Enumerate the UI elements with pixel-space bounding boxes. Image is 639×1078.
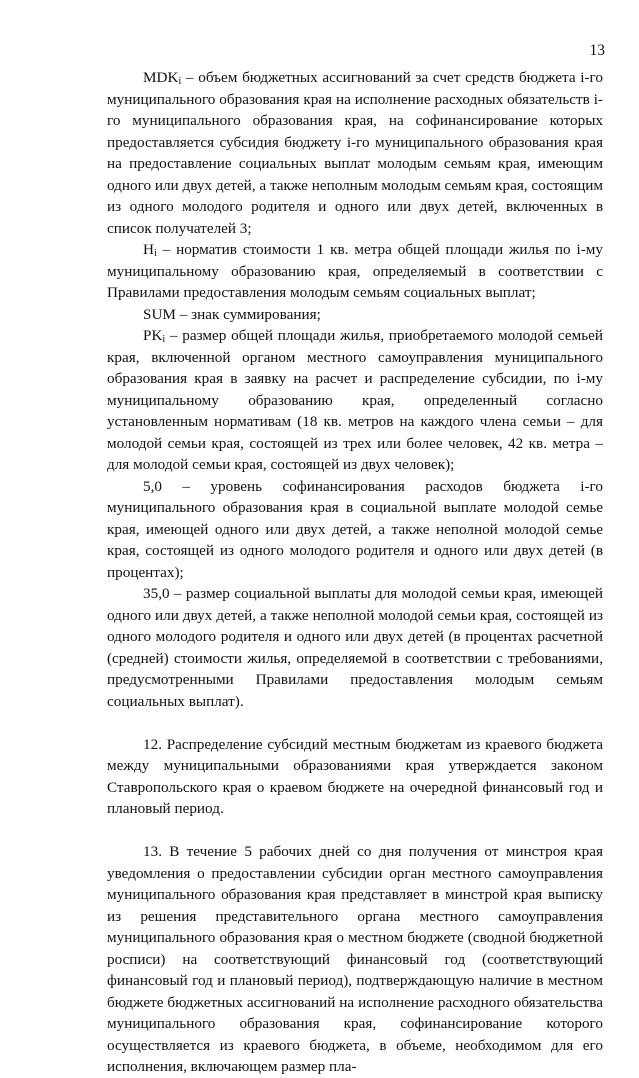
definition-sum xyxy=(107,304,603,326)
definition-text: – норматив стоимости 1 кв. метра общей площади жилья по i-му муниципальному образованию края, определяемый в соответствии с Правилами предоставления молодым семьям социальных выплат; xyxy=(107,241,603,301)
definition-text: – размер общей площади жилья, приобретаемого молодой семьей края, включенной органом местного самоуправления муниципального образования края в заявку на расчет и распределение субсидии, по i-му муниципальному образованию края, определенный согласно установленным нормативам (18 кв. метров на каждого члена семьи – для молодой семьи края, состоящей из трех или более человек, 42 кв. метра – для молодой семьи края, состоящей из двух человек); xyxy=(107,327,603,473)
definition-symbol: Н xyxy=(143,241,154,258)
page-number: 13 xyxy=(589,42,605,59)
definition-text: – размер социальной выплаты для молодой семьи края, имеющей одного или двух детей, а также неполной молодой семьи края, состоящей из одного молодого родителя и одного или двух детей (в процентах расчетной (средней) стоимости жилья, определяемой в соответствии с требованиями, предусмотренными Правилами предоставления молодым семьям социальных выплат). xyxy=(107,585,603,710)
definition-subscript: i xyxy=(153,248,157,259)
definition-text: – знак суммирования; xyxy=(175,305,321,323)
definition-text: – объем бюджетных ассигнований за счет средств бюджета i-го муниципального образования края на исполнение расходных обязательств i-го муниципального образования края, на софинансирование которых предоставляется субсидия бюджету i-го муниципального образования края на предоставление социальных выплат молодым семьям края, имеющим одного или двух детей, а также неполным молодым семьям края, состоящим из одного молодого родителя и одного или двух детей, включенных в список получателей 3; xyxy=(107,69,604,237)
definition-h xyxy=(107,239,603,304)
definition-symbol: 35,0 xyxy=(143,585,170,602)
section-13: 13. В течение 5 рабочих дней со дня получения от минстроя края уведомления о предоставлении субсидии орган местного самоуправления муниципального образования края представляет в минстрой края выписку из решения представительного органа местного самоуправления муниципального образования края о местном бюджете (сводной бюджетной росписи) на соответствующий финансовый год (соответствующий финансовый год и плановый период), подтверждающую наличие в местном бюджете бюджетных ассигнований на исполнение расходного обязательства муниципального образования края, софинансирование которого осуществляется из краевого бюджета, в объеме, необходимом для его исполнения, включающем размер пла- xyxy=(107,843,603,1075)
definition-subscript: i xyxy=(178,76,182,87)
definition-symbol: MDK xyxy=(143,69,179,86)
definition-payment-size xyxy=(107,583,603,712)
definition-subscript: i xyxy=(162,334,166,345)
definition-cofinancing-level xyxy=(107,476,603,584)
definition-pk xyxy=(107,325,603,476)
definition-symbol: PK xyxy=(143,327,163,344)
definition-symbol: 5,0 xyxy=(143,477,162,495)
definition-mdk xyxy=(107,67,603,239)
document-body xyxy=(107,67,603,1078)
definition-symbol: SUM xyxy=(143,305,176,323)
definition-text: – уровень софинансирования расходов бюджета i-го муниципального образования края в социальной выплате молодой семье края, имеющей одного или двух детей, а также неполной молодой семье края, состоящей из одного молодого родителя и одного или двух детей (в процентах); xyxy=(107,477,603,581)
section-12: 12. Распределение субсидий местным бюджетам из краевого бюджета между муниципальными образованиями края утверждается законом Ставропольского края о краевом бюджете на очередной финансовый год и плановый период. xyxy=(107,735,603,817)
